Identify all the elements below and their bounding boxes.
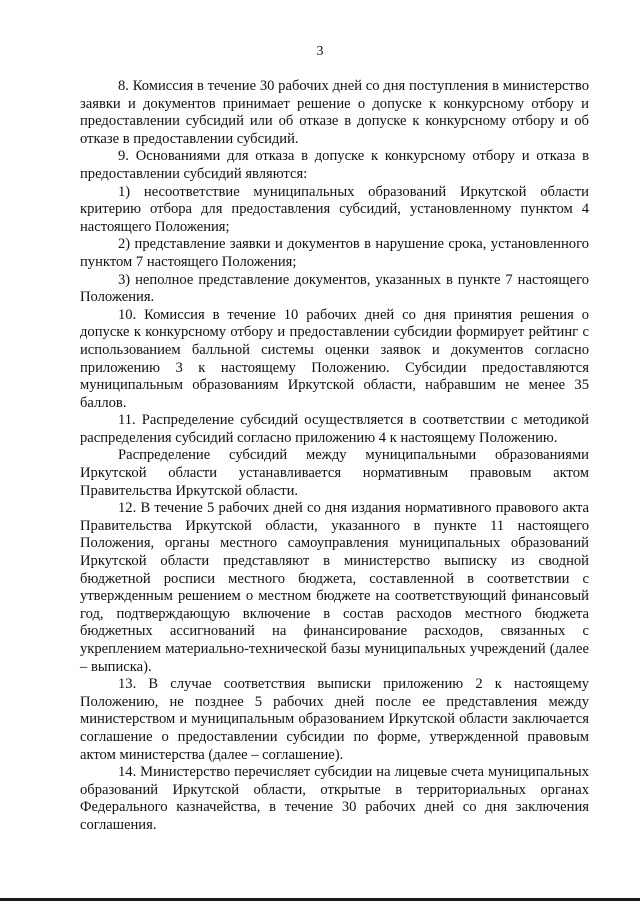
paragraph-11: 11. Распределение субсидий осуществляется в соответствии с методикой распределения субсидий согласно приложению 4 к настоящему Положению. [80, 412, 589, 446]
paragraph-11-continuation: Распределение субсидий между муниципальными образованиями Иркутской области устанавливается нормативным правовым актом Правительства Иркутской области. [80, 447, 589, 499]
paragraph-12: 12. В течение 5 рабочих дней со дня издания нормативного правового акта Правительства Иркутской области, указанного в пункте 11 настоящего Положения, органы местного самоуправления муниципальных образований Иркутской области представляют в министерство выписку из сводной бюджетной росписи местного бюджета, составленной в соответствии с утвержденным решением о местном бюджете на соответствующий финансовый год, подтверждающую включение в состав расходов местного бюджета бюджетных ассигнований на финансирование расходов, связанных с укреплением материально-технической базы муниципальных учреждений (далее – выписка). [80, 500, 589, 675]
paragraph-9-item-1: 1) несоответствие муниципальных образований Иркутской области критерию отбора для предоставления субсидий, установленному пунктом 4 настоящего Положения; [80, 183, 589, 235]
paragraph-9-item-3: 3) неполное представление документов, указанных в пункте 7 настоящего Положения. [80, 271, 589, 306]
document-body [80, 78, 589, 835]
paragraph-9-item-2: 2) представление заявки и документов в нарушение срока, установленного пунктом 7 настоящего Положения; [80, 236, 589, 270]
paragraph-14: 14. Министерство перечисляет субсидии на лицевые счета муниципальных образований Иркутской области, открытые в территориальных органах Федерального казначейства, в течение 30 рабочих дней со дня заключения соглашения. [80, 764, 589, 833]
paragraph-10: 10. Комиссия в течение 10 рабочих дней со дня принятия решения о допуске к конкурсному отбору и предоставлении субсидии формирует рейтинг с использованием балльной системы оценки заявок и документов согласно приложению 3 к настоящему Положению. Субсидии предоставляются муниципальным образованиям Иркутской области, набравшим не менее 35 баллов. [80, 306, 589, 411]
paragraph-13: 13. В случае соответствия выписки приложению 2 к настоящему Положению, не позднее 5 рабочих дней после ее представления между министерством и муниципальным образованием Иркутской области заключается соглашение о предоставлении субсидии по форме, утвержденной правовым актом министерства (далее – соглашение). [80, 676, 589, 763]
paragraph-9: 9. Основаниями для отказа в допуске к конкурсному отбору и отказа в предоставлении субсидий являются: [80, 148, 589, 182]
paragraph-8: 8. Комиссия в течение 30 рабочих дней со дня поступления в министерство заявки и документов принимает решение о допуске к конкурсному отбору и предоставлении субсидий или об отказе в допуске к конкурсному отбору и об отказе в предоставлении субсидий. [80, 78, 589, 147]
scan-edge-line [0, 898, 640, 901]
page-number: 3 [316, 44, 324, 59]
